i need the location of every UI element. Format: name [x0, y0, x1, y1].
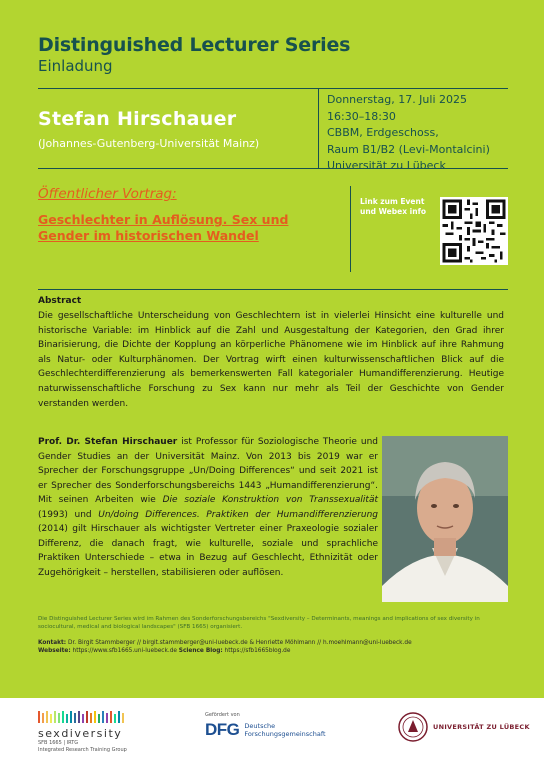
divider-top — [38, 88, 508, 89]
contact-label: Kontakt: — [38, 640, 67, 646]
talk-title-link[interactable]: Geschlechter in Auflösung. Sex und Gender im historischen Wandel — [38, 212, 289, 243]
sexdiversity-sub-2: Integrated Research Training Group — [38, 747, 127, 753]
sexdiversity-sub-1: SFB 1665 | IRTG — [38, 740, 79, 746]
dfg-logo — [205, 712, 326, 740]
link-info-text: Link zum Event und Webex info — [360, 197, 426, 216]
divider-abstract — [38, 289, 508, 290]
bio-part-3: (2014) gilt Hirschauer als wichtigster Vertreter einer Praxeologie sozialer Differenz, die danach fragt, wie kulturelle, soziale und sprachliche Praktiken Unterschiede – etwa in Bezug auf Geschlecht, Ethnizität oder Zugehörigkeit – herstellen, stabilisieren oder auflösen. — [38, 524, 378, 578]
luebeck-wordmark: UNIVERSITÄT ZU LÜBECK — [433, 723, 530, 731]
invitation-label: Einladung — [38, 57, 113, 75]
abstract-text: Die gesellschaftliche Unterscheidung von Geschlechtern ist in vielerlei Hinsicht eine kulturelle und historische Variable: im Hinblick auf die Zahl und Ausgestaltung der Kategorien, den Grad ihrer Binarisierung, die Dichte der Kopplung an körperliche Phänomene wie im Hinblick auf ihre Rahmung als Natur- oder Kulturphänomen. Der Vortrag wirft einen kulturwissenschaftlichen Blick auf die Geschlechterdifferenzierung als bemerkenswerten Fall kategorialer Humandifferenzierung. Heutige naturwissenschaftliche Forschung zu Sex kann nur mehr als Teil der Geschichte von Gender verstanden werden. — [38, 311, 504, 409]
dfg-name-line-2: Forschungsgemeinschaft — [244, 730, 326, 738]
footer-note: Die Distinguished Lecturer Series wird im Rahmen des Sonderforschungsbereichs "Sexdiversity – Determinants, meanings and implications of sex diversity in sociocultural, medical and biological landscapes" (SFB 1665) organisiert. — [38, 616, 480, 630]
contact-text[interactable]: Dr. Birgit Stammberger // birgit.stammberger@uni-luebeck.de & Henriette Möhlmann // h.moehlmann@uni-luebeck.de — [67, 640, 412, 646]
sexdiversity-wordmark: sexdiversity — [38, 727, 123, 740]
sexdiversity-logo — [38, 708, 128, 754]
bio-part-2: (1993) und — [38, 509, 99, 520]
website-label: Webseite: — [38, 648, 71, 654]
event-room: Raum B1/B2 (Levi-Montalcini) — [327, 142, 490, 156]
footer-contact — [38, 639, 508, 655]
talk-type: Öffentlicher Vortrag: — [38, 186, 177, 202]
website-link[interactable]: https://www.sfb1665.uni-luebeck.de — [72, 648, 177, 654]
event-university: Universität zu Lübeck — [327, 159, 446, 172]
speaker-name: Stefan Hirschauer — [38, 108, 237, 130]
blog-label: Science Blog: — [178, 648, 223, 654]
event-date: Donnerstag, 17. Juli 2025 — [327, 93, 468, 106]
bio-name: Prof. Dr. Stefan Hirschauer — [38, 437, 178, 447]
divider-vertical — [318, 88, 319, 168]
bio-part-1: ist Professor für Soziologische Theorie und Gender Studies an der Universität Mainz. Von 2013 bis 2019 war er Sprecher der Forschungsgruppe „Un/Doing Differences“ und seit 2021 ist er Sprecher des Sonderforschungsbereichs 1443 „Humandifferenzierung“. Mit seinen Arbeiten wie — [38, 437, 378, 505]
divider-vertical-talk — [350, 186, 351, 272]
qr-code[interactable] — [440, 197, 508, 265]
speaker-bio — [38, 435, 378, 580]
abstract-heading: Abstract — [38, 296, 82, 306]
speaker-affiliation: (Johannes-Gutenberg-Universität Mainz) — [38, 137, 260, 150]
university-seal-icon — [398, 712, 428, 742]
bio-work-1: Die soziale Konstruktion von Transsexualität — [162, 495, 378, 505]
bio-work-2: Un/doing Differences. Praktiken der Humandifferenzierung — [98, 509, 378, 520]
sexdiversity-barcode-icon — [38, 711, 128, 723]
dfg-wordmark: DFG — [205, 720, 240, 739]
event-details — [327, 92, 490, 175]
dfg-funded-by: Gefördert von — [205, 712, 240, 718]
speaker-photo — [382, 436, 508, 602]
dfg-name-line-1: Deutsche — [244, 722, 276, 730]
event-location: CBBM, Erdgeschoss, — [327, 126, 439, 139]
event-time: 16:30–18:30 — [327, 109, 396, 123]
luebeck-logo — [398, 712, 530, 742]
series-title: Distinguished Lecturer Series — [38, 34, 351, 56]
blog-link[interactable]: https://sfb1665blog.de — [224, 648, 291, 654]
